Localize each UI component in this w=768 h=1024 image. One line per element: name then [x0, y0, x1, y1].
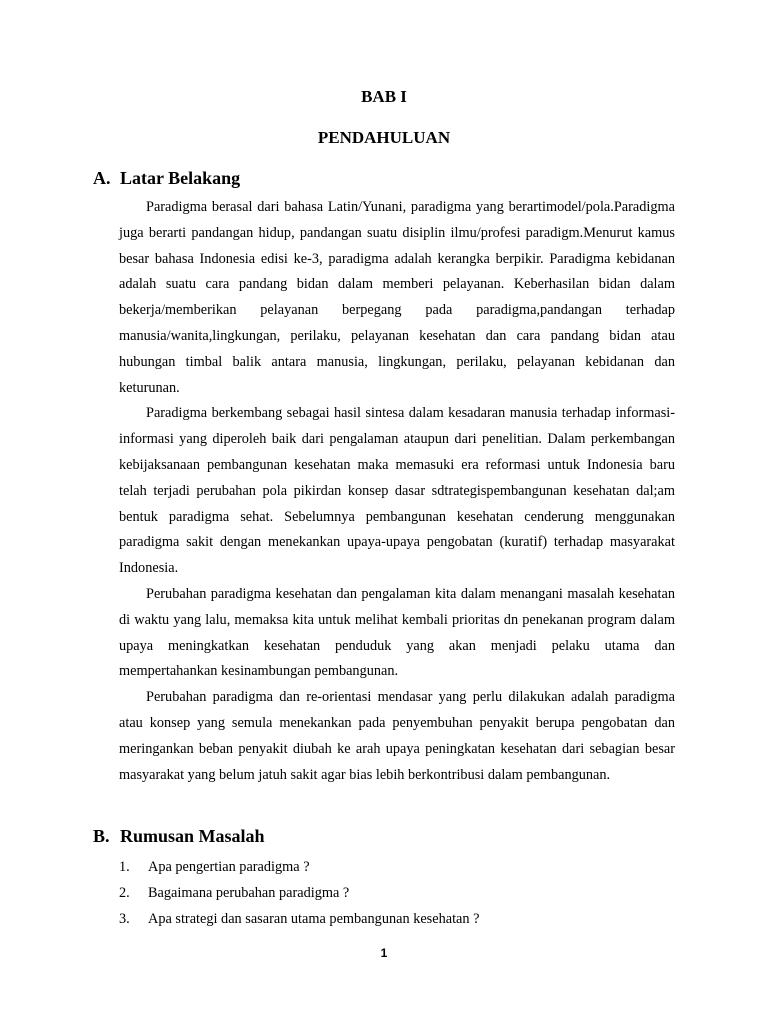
section-b-heading — [93, 826, 265, 847]
list-item-text: Bagaimana perubahan paradigma ? — [148, 885, 350, 901]
section-b-title: Rumusan Masalah — [120, 826, 265, 846]
list-item — [119, 854, 479, 880]
section-a-letter: A. — [93, 168, 111, 188]
list-item-number: 2. — [119, 885, 130, 901]
list-item-text: Apa strategi dan sasaran utama pembangunan kesehatan ? — [148, 911, 480, 927]
chapter-number: BAB I — [361, 87, 407, 106]
section-a-title: Latar Belakang — [120, 168, 241, 188]
chapter-title: PENDAHULUAN — [317, 128, 451, 147]
list-item — [119, 906, 479, 932]
list-item — [119, 880, 479, 906]
paragraph: Paradigma berkembang sebagai hasil sintesa dalam kesadaran manusia terhadap informasi-informasi yang diperoleh baik dari pengalaman ataupun dari penelitian. Dalam perkembangan kebijaksanaan pembangunan kesehatan maka memasuki era reformasi untuk Indonesia baru telah terjadi perubahan pola pikirdan konsep dasar sdtrategispembangunan kesehatan dal;am bentuk paradigma sehat. Sebelumnya pembangunan kesehatan cenderung menggunakan paradigma sakit dengan menekankan upaya-upaya pengobatan (kuratif) terhadap masyarakat Indonesia. — [119, 405, 675, 577]
list-item-number: 3. — [119, 911, 130, 927]
section-b-letter: B. — [93, 826, 110, 846]
section-a-heading — [93, 168, 240, 189]
problem-list — [119, 854, 479, 932]
section-a-body — [119, 195, 675, 788]
list-item-text: Apa pengertian paradigma ? — [148, 859, 310, 875]
paragraph: Perubahan paradigma dan re-orientasi mendasar yang perlu dilakukan adalah paradigma atau konsep yang semula menekankan pada penyembuhan penyakit berupa pengobatan dan meringankan beban penyakit diubah ke arah upaya peningkatan kesehatan dari sebagian besar masyarakat yang belum jatuh sakit agar bias lebih berkontribusi dalam pembangunan. — [119, 689, 675, 783]
paragraph: Perubahan paradigma kesehatan dan pengalaman kita dalam menangani masalah kesehatan di waktu yang lalu, memaksa kita untuk melihat kembali prioritas dn penekanan program dalam upaya meningkatkan kesehatan penduduk yang akan menjadi pelaku utama dan mempertahankan kesinambungan pembangunan. — [119, 585, 675, 680]
list-item-number: 1. — [119, 859, 130, 875]
paragraph: Paradigma berasal dari bahasa Latin/Yunani, paradigma yang berartimodel/pola.Paradigma juga berarti pandangan hidup, pandangan suatu disiplin ilmu/profesi paradigm.Menurut kamus besar bahasa Indonesia edisi ke-3, paradigma adalah kerangka berpikir. Paradigma kebidanan adalah suatu cara pandang bidan dalam memberi pelayanan. Keberhasilan bidan dalam bekerja/memberikan pelayanan berpegang pada paradigma,pandangan terhadap manusia/wanita,lingkungan, perilaku, pelayanan kesehatan dan cara pandang bidan atau hubungan timbal balik antara manusia, lingkungan, perilaku, pelayanan kebidanan dan keturunan. — [119, 199, 675, 396]
page-number: 1 — [380, 946, 388, 960]
